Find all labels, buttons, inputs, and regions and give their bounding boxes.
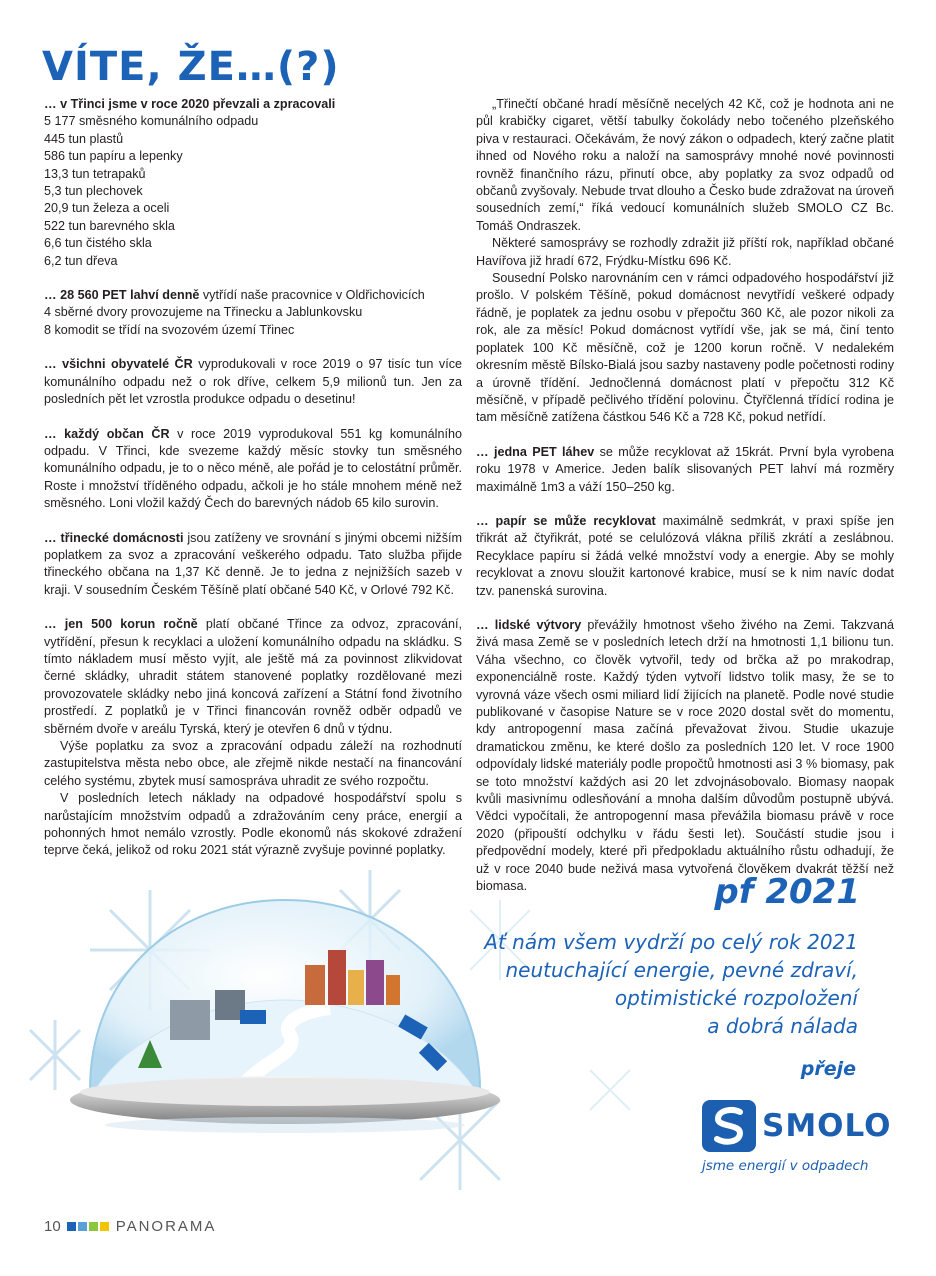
greeting-line: Ať nám všem vydrží po celý rok 2021 xyxy=(484,930,858,954)
greeting-line: neutuchající energie, pevné zdraví, xyxy=(505,958,858,982)
section-lead: … lidské výtvory xyxy=(476,617,582,632)
list-item: 6,2 tun dřeva xyxy=(44,253,118,268)
list-item: 586 tun papíru a lepenky xyxy=(44,149,183,164)
section-text: jsou zatíženy ve srovnání s jinými obcemi nižším poplatkem za svoz a zpracování veškerého odpadu. Tato služba přijde třineckého občana na 1,37 Kč denně. Je to jedna z nejnižších sazeb v kraji. V sousedním Českém Těšíně platí občané 540 Kč, v Orlové 792 Kč. xyxy=(44,530,462,597)
list-item: 5 177 směsného komunálního odpadu xyxy=(44,114,259,129)
article-section-processed xyxy=(44,96,462,270)
waste-list xyxy=(44,113,462,270)
section-lead: … v Třinci jsme v roce 2020 převzali a zpracovali xyxy=(44,97,336,111)
section-lead: … třinecké domácnosti xyxy=(44,530,184,545)
article-paragraph xyxy=(44,530,462,600)
greeting-line: optimistické rozpoložení xyxy=(614,986,858,1010)
color-square xyxy=(100,1222,109,1231)
logo-tagline: jsme energií v odpadech xyxy=(702,1158,869,1174)
globe-base-rim xyxy=(80,1078,490,1106)
smolo-logo-icon xyxy=(702,1100,756,1152)
article-paragraph xyxy=(44,426,462,513)
section-lead: … jedna PET láhev xyxy=(476,444,595,459)
article-paragraph: Výše poplatku za svoz a zpracování odpadu záleží na rozhodnutí zastupitelstva města nebo obce, ale zřejmě nikde nestačí na financování celého systému, zbytek musí samospráva uhradit ze svého rozpočtu. xyxy=(44,739,462,788)
section-lead: … papír se může recyklovat xyxy=(476,513,656,528)
list-item: 5,3 tun plechovek xyxy=(44,184,143,199)
page-title: VÍTE, ŽE…(?) xyxy=(42,44,340,90)
pet-list xyxy=(44,287,462,339)
greeting-line: a dobrá nálada xyxy=(707,1014,858,1038)
list-item: 8 komodit se třídí na svozovém území Třinec xyxy=(44,322,295,337)
section-text: vyprodukovali v roce 2019 o 97 tisíc tun více komunálního odpadu než o rok dříve, celkem 5,9 milionů tun. Jen za posledních pět let vzrostla produkce odpadu o desetinu! xyxy=(44,357,463,407)
page-number: 10 xyxy=(44,1217,61,1235)
article-paragraph: Některé samosprávy se rozhodly zdražit již příští rok, například občané Havířova již hradí 672, Frýdku-Místku 696 Kč. xyxy=(476,236,894,268)
list-item: 20,9 tun železa a oceli xyxy=(44,201,170,216)
article-paragraph xyxy=(476,444,894,496)
color-square xyxy=(89,1222,98,1231)
right-column xyxy=(476,96,894,912)
page-footer xyxy=(44,1216,216,1236)
greeting-signoff: přeje xyxy=(800,1058,856,1080)
list-item: 4 sběrné dvory provozujeme na Třinecku a Jablunkovsku xyxy=(44,305,363,320)
list-item: 522 tun barevného skla xyxy=(44,218,175,233)
section-text: platí občané Třince za odvoz, zpracování, vytřídění, přesun k recyklaci a uložení komunálního odpadu na skládku. S tímto nákladem musí město vyjít, ale ještě má za povinnost zlikvidovat černé skládky, uhradit státem stanovené poplatky rozdělované mezi provozovatele skládky nebo jiná koncová zařízení a Státní fond životního prostředí. Z poplatků je v Třinci financován rovněž odběr odpadů ve sběrném dvoře v areálu Tyrská, který je otevřen 6 dnů v týdnu. xyxy=(44,617,463,736)
section-lead: … jen 500 korun ročně xyxy=(44,617,198,632)
list-item: 13,3 tun tetrapaků xyxy=(44,166,146,181)
section-lead: … každý občan ČR xyxy=(44,426,170,441)
article-paragraph xyxy=(476,513,894,600)
section-text: vytřídí naše pracovnice v Oldřichovicích xyxy=(199,288,425,303)
magazine-name: PANORAMA xyxy=(115,1217,217,1235)
logo-wordmark: SMOLO xyxy=(762,1108,892,1144)
list-item xyxy=(44,287,462,304)
list-item: 445 tun plastů xyxy=(44,131,124,146)
article-paragraph xyxy=(44,356,462,408)
section-text: v roce 2019 vyprodukoval 551 kg komunálního odpadu. V Třinci, kde svezeme každý měsíc stovky tun směsného komunálního odpadu, je to o něco méně, ale pořád je to celostátní průměr. Roste i množství tříděného odpadu, ačkoli je ho stále mnohem méně než směsného. Loni vložil každý Čech do barevných nádob 65 kilo surovin. xyxy=(44,426,462,511)
section-lead: … 28 560 PET lahví denně xyxy=(44,288,200,303)
section-text: převážily hmotnost všeho živého na Zemi. Takzvaná živá masa Země se v posledních letech drží na hmotnosti 1,1 bilionu tun. Váha všechno, co člověk vytvořil, tedy od brčka až po mrakodrap, exponenciálně roste. Každý týden vytvoří lidstvo tolik masy, že se to vyrovná váze všech osmi miliard lidí žijících na planetě. Podle nové studie publikované v časopise Nature se v roce 2020 dostal svět do momentu, kdy antropogenní masa začíná převažovat živou. Studie ukazuje dramatickou změnu, ke které došlo za posledních 120 let. V roce 1900 odpovídaly lidské materiály podle propočtů hmotnosti asi 3 % biomasy, pak se toto množství každých asi 20 let zdvojnásobovalo. Biomasy naopak kvůli masivnímu odlesňování a mnoha dalším důvodům postupně ubývá. Vědci vypočítali, že antropogenní masa převážila biomasu právě v roce 2020 (připouští odchylku v řádu šesti let). Součástí studie jsou i předpovědní modely, které při předpokladu aktuálního růstu odhadují, že už v roce 2040 bude neživá masa vytvořená člověkem dvakrát těžší než biomasa. xyxy=(476,617,894,894)
globe-shadow xyxy=(105,1117,465,1133)
article-paragraph: V posledních letech náklady na odpadové hospodářství spolu s narůstajícím množstvím odpadů a zdražováním ceny práce, energií a pohonných hmot nemálo vzrostly. Podle ekonomů nás skokové zdražení teprve čeká, jelikož od roku 2021 stát výrazně zvyšuje povinné poplatky. xyxy=(44,791,462,858)
section-text: maximálně sedmkrát, v praxi spíše jen třikrát až čtyřikrát, poté se celulózová vlákna příliš zkrátí a zeslábnou. Recyklace papíru si žádá velké množství vody a energie. Aby se mohly recyklovat a znovu sloužit kartonové krabice, musí se k nim navíc dodat tzv. panenská surovina. xyxy=(476,513,894,598)
pf-greeting-title: pf 2021 xyxy=(714,872,860,912)
left-column xyxy=(44,96,462,860)
greeting-text xyxy=(438,928,858,1040)
section-text: se může recyklovat až 15krát. První byla vyrobena roku 1978 v Americe. Jeden balík slisovaných PET lahví má rozměry maximálně 1m3 a váží 150–250 kg. xyxy=(476,444,894,494)
section-lead: … všichni obyvatelé ČR xyxy=(44,357,193,372)
article-paragraph xyxy=(44,616,462,738)
quote-paragraph: „Třinečtí občané hradí měsíčně necelých 42 Kč, což je hodnota ani ne půl krabičky cigaret, větší tabulky čokolády nebo točeného plzeňského piva v restauraci. Očekávám, že nový zákon o odpadech, který začne platit ihned od Nového roku a naloží na samosprávy mnohé nové povinnosti rovněž finančního rázu, přinutí obce, aby poplatky za svoz odpadů od občanů zvyšovaly. Nebude trvat dlouho a Česko bude zdražovat na úroveň sousedních zemí,“ říká vedoucí komunálních služeb SMOLO CZ Bc. Tomáš Ondraszek. xyxy=(476,97,894,233)
color-square xyxy=(78,1222,87,1231)
article-paragraph: Sousední Polsko narovnáním cen v rámci odpadového hospodářství již prošlo. V polském Těšíně, pokud domácnost nevytřídí veškeré odpady řádně, je poplatek za jednu osobu v přepočtu 360 Kč, ale pozor nikoli za rok, ale za měsíc! Pokud domácnost vytřídí vše, jak se má, činí tento poplatek 100 Kč měsíčně, což je 1200 korun ročně. V nedalekém okresním městě Bílsko-Bialá jsou sazby nastaveny podle početnosti rodiny a úrovně třídění. Jednočlenná domácnost platí v přepočtu 312 Kč měsíčně, v případě pečlivého třídění polovinu. Čtyřčlenná třídící rodina je tam měsíčně zatížena částkou 546 Kč a 728 Kč, pokud netřídí. xyxy=(476,271,894,425)
list-item: 6,6 tun čistého skla xyxy=(44,236,152,251)
color-square xyxy=(67,1222,76,1231)
